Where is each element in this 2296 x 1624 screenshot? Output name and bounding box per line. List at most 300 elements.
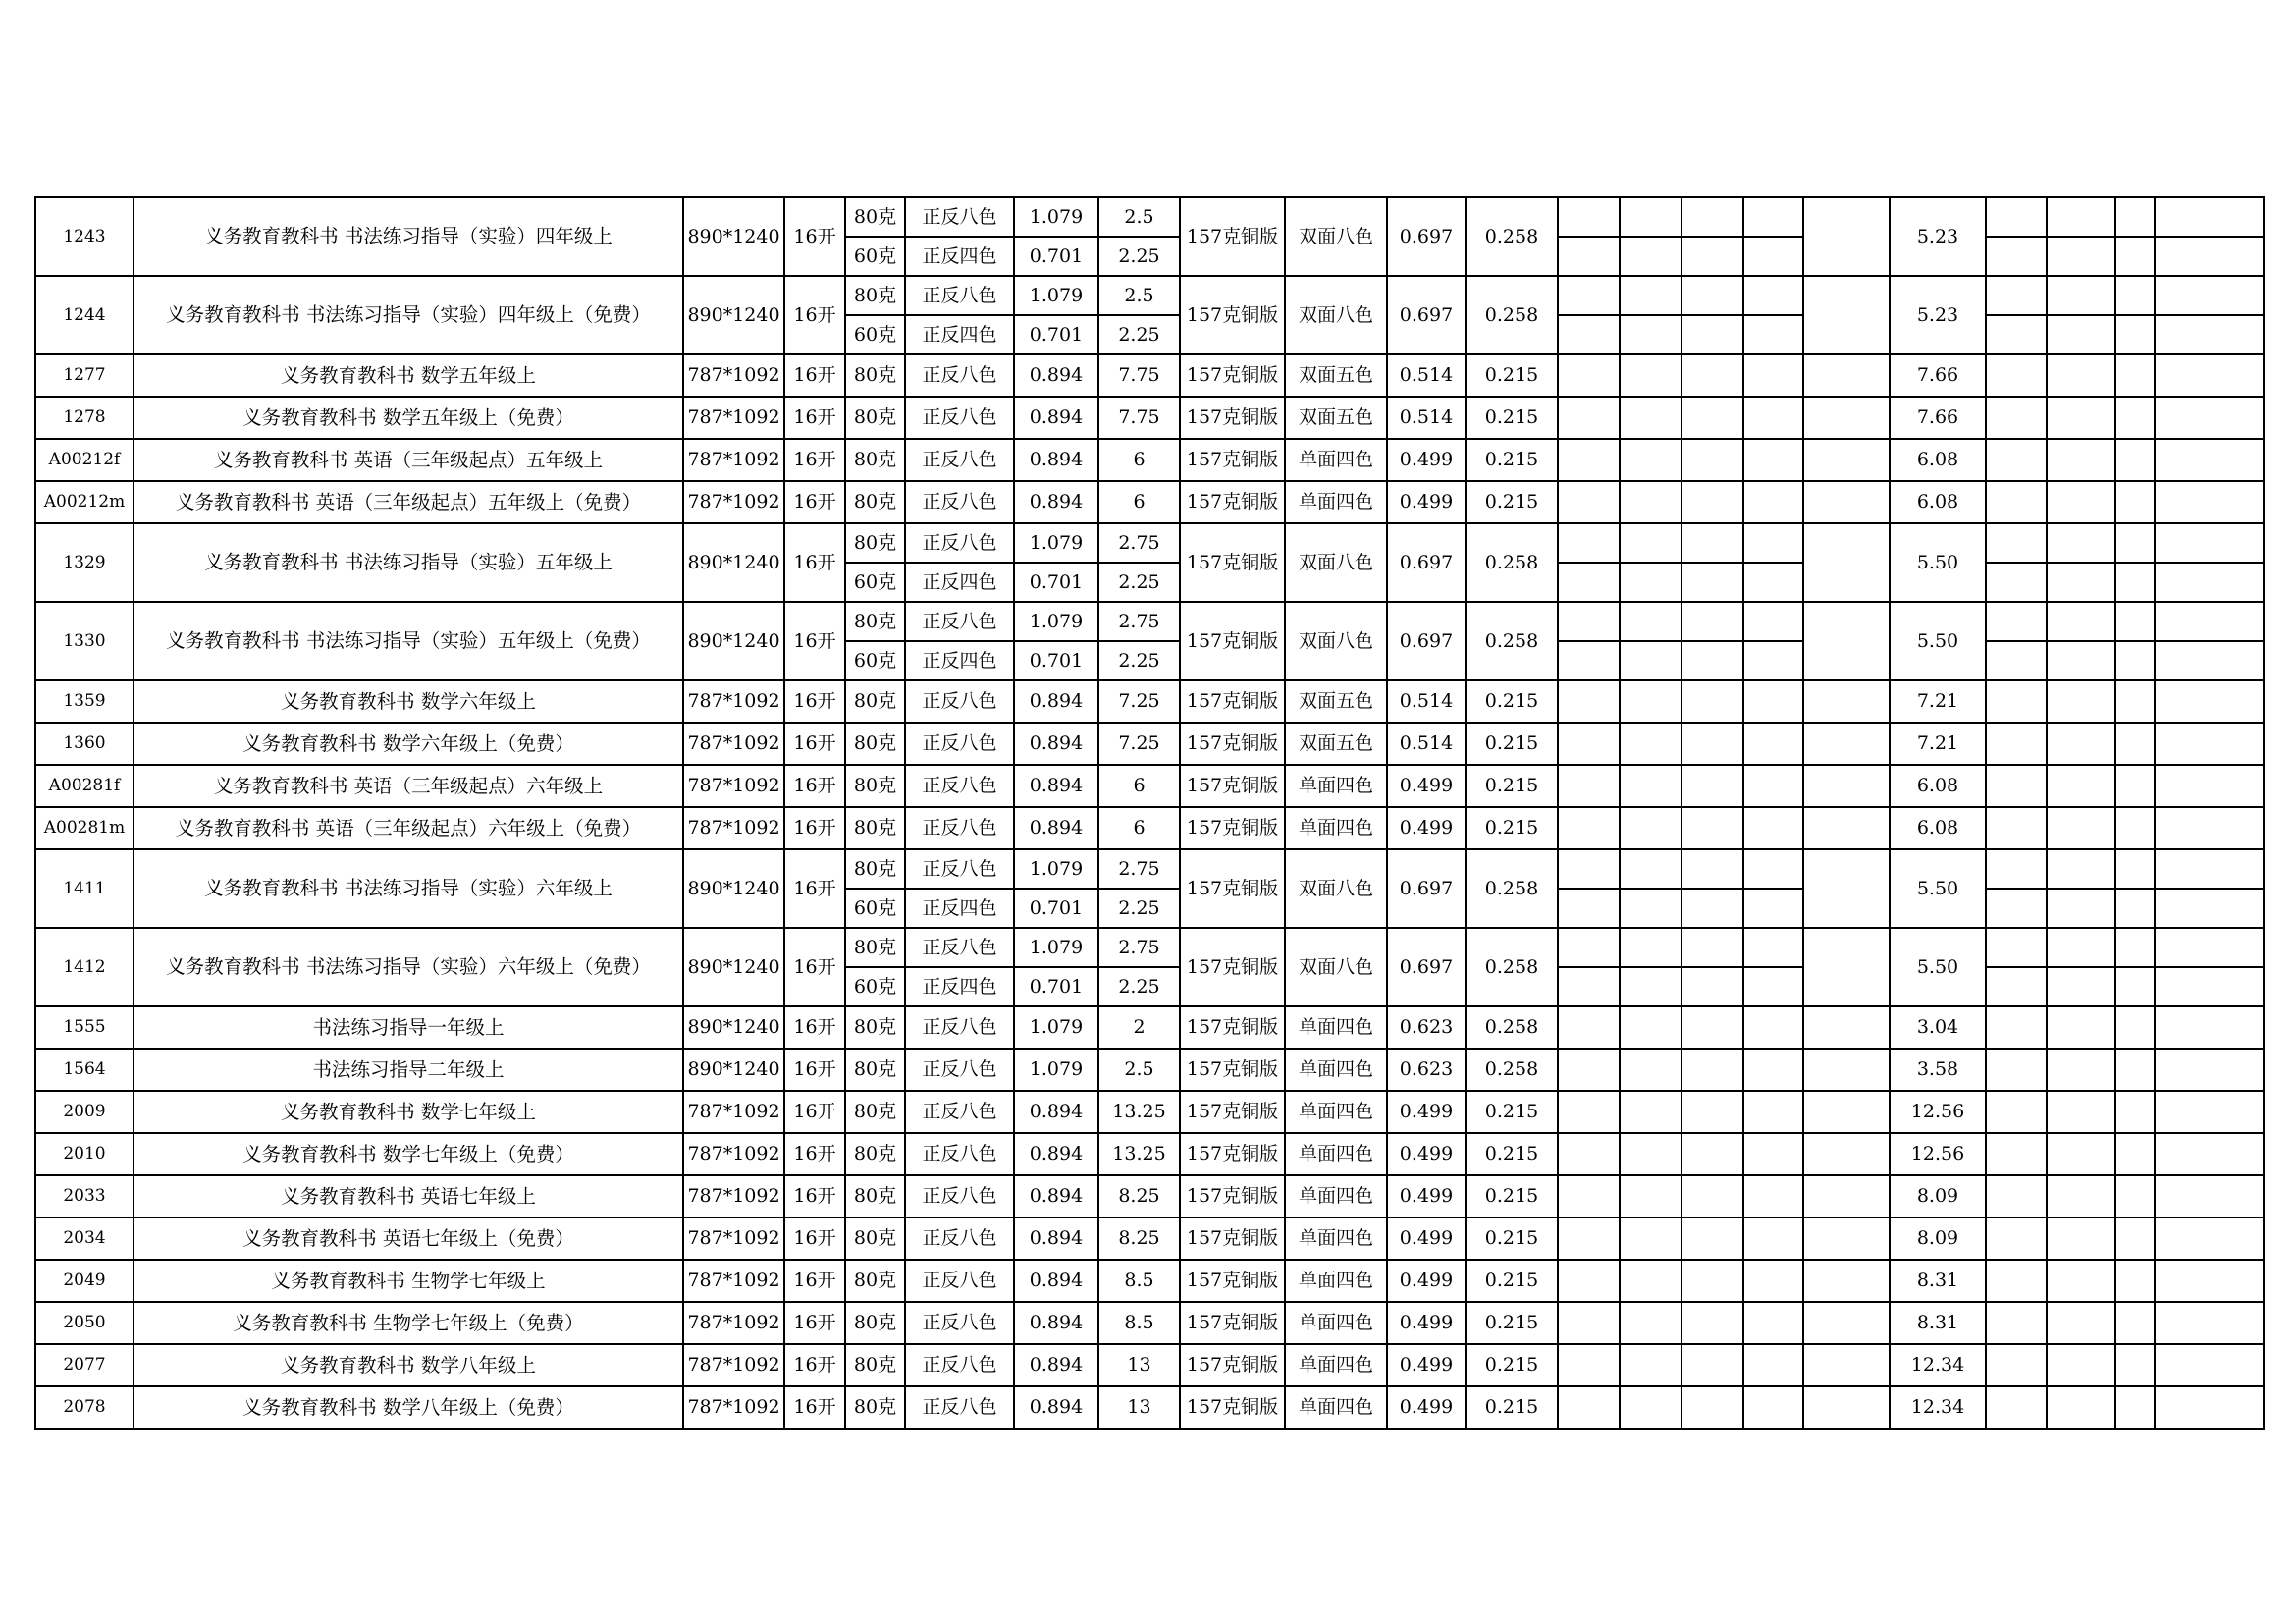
empty-cell	[2155, 1133, 2264, 1175]
text-paper-cell: 60克	[845, 237, 905, 276]
format-cell: 16开	[784, 849, 845, 928]
book-code-cell: 1243	[35, 197, 133, 276]
empty-cell	[1620, 354, 1682, 397]
text-unit-price-cell: 0.894	[1014, 1218, 1098, 1260]
empty-cell	[2155, 807, 2264, 849]
cover-color-cell: 单面四色	[1285, 1133, 1387, 1175]
cover-paper-cell: 157克铜版	[1180, 354, 1285, 397]
book-title-cell: 义务教育教科书 书法练习指导（实验）五年级上	[133, 523, 683, 602]
text-color-cell: 正反八色	[905, 197, 1014, 237]
cover-color-cell: 双面八色	[1285, 849, 1387, 928]
empty-cell	[1620, 967, 1682, 1006]
empty-cell	[1620, 397, 1682, 439]
total-price-cell: 7.66	[1890, 354, 1986, 397]
table-row	[35, 680, 2264, 723]
text-sheets-cell: 13	[1098, 1386, 1180, 1429]
text-paper-cell: 80克	[845, 397, 905, 439]
empty-cell	[2115, 1260, 2155, 1302]
empty-cell	[1743, 397, 1803, 439]
empty-cell	[1558, 889, 1620, 928]
paper-size-cell: 787*1092	[683, 1302, 784, 1344]
text-sheets-cell: 13.25	[1098, 1133, 1180, 1175]
empty-cell	[2047, 197, 2115, 237]
empty-cell	[2047, 315, 2115, 354]
text-sheets-cell: 2.75	[1098, 849, 1180, 889]
empty-cell	[2047, 1260, 2115, 1302]
cover-fee-cell: 0.215	[1466, 765, 1558, 807]
cover-fee-cell: 0.258	[1466, 1006, 1558, 1049]
text-color-cell: 正反四色	[905, 967, 1014, 1006]
empty-cell	[1803, 807, 1890, 849]
empty-cell	[1682, 928, 1743, 967]
paper-size-cell: 890*1240	[683, 1006, 784, 1049]
total-price-cell: 7.66	[1890, 397, 1986, 439]
cover-price-cell: 0.499	[1387, 439, 1466, 481]
empty-cell	[1558, 1218, 1620, 1260]
empty-cell	[1986, 197, 2047, 237]
empty-cell	[1986, 1218, 2047, 1260]
empty-cell	[1558, 807, 1620, 849]
text-sheets-cell: 8.25	[1098, 1175, 1180, 1218]
empty-cell	[1803, 1344, 1890, 1386]
empty-cell	[1743, 1302, 1803, 1344]
empty-cell	[2155, 889, 2264, 928]
empty-cell	[1743, 807, 1803, 849]
text-color-cell: 正反八色	[905, 1302, 1014, 1344]
empty-cell	[2047, 563, 2115, 602]
empty-cell	[1558, 523, 1620, 563]
empty-cell	[2115, 397, 2155, 439]
empty-cell	[1558, 276, 1620, 315]
book-title-cell: 义务教育教科书 数学八年级上	[133, 1344, 683, 1386]
text-paper-cell: 80克	[845, 928, 905, 967]
book-title-cell: 义务教育教科书 数学七年级上（免费）	[133, 1133, 683, 1175]
empty-cell	[1620, 849, 1682, 889]
empty-cell	[2115, 315, 2155, 354]
empty-cell	[2155, 276, 2264, 315]
format-cell: 16开	[784, 928, 845, 1006]
empty-cell	[1558, 849, 1620, 889]
cover-color-cell: 单面四色	[1285, 1344, 1387, 1386]
empty-cell	[2115, 1344, 2155, 1386]
text-paper-cell: 80克	[845, 354, 905, 397]
cover-color-cell: 单面四色	[1285, 807, 1387, 849]
text-color-cell: 正反八色	[905, 523, 1014, 563]
text-unit-price-cell: 0.894	[1014, 1133, 1098, 1175]
empty-cell	[1986, 354, 2047, 397]
empty-cell	[1803, 1302, 1890, 1344]
empty-cell	[2155, 1049, 2264, 1091]
total-price-cell: 6.08	[1890, 765, 1986, 807]
text-unit-price-cell: 0.894	[1014, 807, 1098, 849]
empty-cell	[2047, 1302, 2115, 1344]
empty-cell	[2155, 1386, 2264, 1429]
empty-cell	[1682, 354, 1743, 397]
cover-paper-cell: 157克铜版	[1180, 1049, 1285, 1091]
text-unit-price-cell: 0.894	[1014, 765, 1098, 807]
empty-cell	[1743, 765, 1803, 807]
cover-price-cell: 0.514	[1387, 354, 1466, 397]
empty-cell	[1986, 602, 2047, 641]
cover-paper-cell: 157克铜版	[1180, 1218, 1285, 1260]
text-unit-price-cell: 1.079	[1014, 849, 1098, 889]
empty-cell	[2155, 354, 2264, 397]
empty-cell	[2047, 1006, 2115, 1049]
total-price-cell: 5.23	[1890, 197, 1986, 276]
text-unit-price-cell: 0.894	[1014, 439, 1098, 481]
text-paper-cell: 80克	[845, 1344, 905, 1386]
total-price-cell: 12.56	[1890, 1133, 1986, 1175]
format-cell: 16开	[784, 1218, 845, 1260]
empty-cell	[2047, 1133, 2115, 1175]
empty-cell	[2115, 602, 2155, 641]
empty-cell	[1682, 1260, 1743, 1302]
text-unit-price-cell: 0.701	[1014, 315, 1098, 354]
book-title-cell: 义务教育教科书 生物学七年级上	[133, 1260, 683, 1302]
cover-paper-cell: 157克铜版	[1180, 928, 1285, 1006]
empty-cell	[1682, 723, 1743, 765]
empty-cell	[2155, 641, 2264, 680]
empty-cell	[1620, 276, 1682, 315]
empty-cell	[2115, 439, 2155, 481]
cover-fee-cell: 0.258	[1466, 276, 1558, 354]
empty-cell	[1558, 928, 1620, 967]
empty-cell	[1620, 889, 1682, 928]
cover-price-cell: 0.697	[1387, 523, 1466, 602]
format-cell: 16开	[784, 1006, 845, 1049]
text-paper-cell: 60克	[845, 967, 905, 1006]
empty-cell	[2155, 723, 2264, 765]
empty-cell	[1743, 481, 1803, 523]
paper-size-cell: 787*1092	[683, 439, 784, 481]
table-row	[35, 602, 2264, 641]
cover-fee-cell: 0.215	[1466, 1133, 1558, 1175]
text-sheets-cell: 2.75	[1098, 602, 1180, 641]
text-color-cell: 正反八色	[905, 1386, 1014, 1429]
empty-cell	[1803, 1091, 1890, 1133]
empty-cell	[2115, 849, 2155, 889]
book-code-cell: 1330	[35, 602, 133, 680]
empty-cell	[1986, 1302, 2047, 1344]
empty-cell	[1743, 680, 1803, 723]
empty-cell	[1743, 439, 1803, 481]
cover-price-cell: 0.499	[1387, 765, 1466, 807]
text-unit-price-cell: 0.894	[1014, 1386, 1098, 1429]
empty-cell	[1803, 765, 1890, 807]
empty-cell	[1620, 315, 1682, 354]
text-paper-cell: 60克	[845, 315, 905, 354]
empty-cell	[2047, 237, 2115, 276]
empty-cell	[2155, 849, 2264, 889]
table-row	[35, 928, 2264, 967]
total-price-cell: 12.34	[1890, 1386, 1986, 1429]
cover-fee-cell: 0.215	[1466, 354, 1558, 397]
cover-fee-cell: 0.258	[1466, 523, 1558, 602]
text-paper-cell: 80克	[845, 1049, 905, 1091]
empty-cell	[1558, 197, 1620, 237]
empty-cell	[1558, 1344, 1620, 1386]
text-unit-price-cell: 0.894	[1014, 1302, 1098, 1344]
format-cell: 16开	[784, 680, 845, 723]
empty-cell	[2155, 928, 2264, 967]
cover-color-cell: 单面四色	[1285, 1049, 1387, 1091]
empty-cell	[2115, 1133, 2155, 1175]
text-color-cell: 正反八色	[905, 765, 1014, 807]
text-paper-cell: 80克	[845, 1006, 905, 1049]
text-sheets-cell: 2.5	[1098, 1049, 1180, 1091]
empty-cell	[1682, 1302, 1743, 1344]
cover-fee-cell: 0.258	[1466, 928, 1558, 1006]
cover-fee-cell: 0.215	[1466, 1218, 1558, 1260]
cover-color-cell: 单面四色	[1285, 1091, 1387, 1133]
empty-cell	[1743, 928, 1803, 967]
text-paper-cell: 80克	[845, 1175, 905, 1218]
text-paper-cell: 80克	[845, 1218, 905, 1260]
total-price-cell: 12.56	[1890, 1091, 1986, 1133]
empty-cell	[1803, 1218, 1890, 1260]
text-sheets-cell: 13	[1098, 1344, 1180, 1386]
book-title-cell: 义务教育教科书 数学五年级上（免费）	[133, 397, 683, 439]
table-row	[35, 481, 2264, 523]
empty-cell	[2115, 765, 2155, 807]
text-unit-price-cell: 0.701	[1014, 889, 1098, 928]
text-color-cell: 正反四色	[905, 237, 1014, 276]
text-sheets-cell: 7.25	[1098, 680, 1180, 723]
table-row	[35, 1260, 2264, 1302]
cover-price-cell: 0.697	[1387, 276, 1466, 354]
text-unit-price-cell: 0.701	[1014, 641, 1098, 680]
empty-cell	[2115, 1091, 2155, 1133]
book-code-cell: 2034	[35, 1218, 133, 1260]
empty-cell	[1803, 723, 1890, 765]
empty-cell	[2115, 237, 2155, 276]
empty-cell	[1558, 1091, 1620, 1133]
empty-cell	[1743, 641, 1803, 680]
empty-cell	[2047, 889, 2115, 928]
text-unit-price-cell: 0.894	[1014, 1344, 1098, 1386]
text-color-cell: 正反八色	[905, 1091, 1014, 1133]
format-cell: 16开	[784, 1386, 845, 1429]
empty-cell	[1620, 481, 1682, 523]
empty-cell	[2115, 967, 2155, 1006]
book-code-cell: 1411	[35, 849, 133, 928]
book-code-cell: 2077	[35, 1344, 133, 1386]
empty-cell	[2115, 723, 2155, 765]
empty-cell	[1682, 197, 1743, 237]
text-color-cell: 正反四色	[905, 315, 1014, 354]
book-title-cell: 义务教育教科书 英语（三年级起点）五年级上	[133, 439, 683, 481]
empty-cell	[1620, 928, 1682, 967]
empty-cell	[1558, 315, 1620, 354]
empty-cell	[2047, 602, 2115, 641]
empty-cell	[2047, 276, 2115, 315]
empty-cell	[2115, 1049, 2155, 1091]
empty-cell	[2047, 765, 2115, 807]
paper-size-cell: 890*1240	[683, 1049, 784, 1091]
text-sheets-cell: 2.25	[1098, 563, 1180, 602]
empty-cell	[2155, 237, 2264, 276]
empty-cell	[1558, 723, 1620, 765]
empty-cell	[2115, 523, 2155, 563]
cover-fee-cell: 0.215	[1466, 397, 1558, 439]
cover-color-cell: 单面四色	[1285, 1260, 1387, 1302]
book-title-cell: 义务教育教科书 英语（三年级起点）六年级上（免费）	[133, 807, 683, 849]
text-color-cell: 正反八色	[905, 1133, 1014, 1175]
table-row	[35, 354, 2264, 397]
table-row	[35, 807, 2264, 849]
empty-cell	[2115, 928, 2155, 967]
empty-cell	[1620, 1218, 1682, 1260]
price-table	[34, 196, 2265, 1430]
empty-cell	[1620, 1175, 1682, 1218]
book-code-cell: A00281f	[35, 765, 133, 807]
cover-fee-cell: 0.215	[1466, 1260, 1558, 1302]
empty-cell	[1682, 523, 1743, 563]
paper-size-cell: 787*1092	[683, 723, 784, 765]
empty-cell	[1803, 1386, 1890, 1429]
table-row	[35, 1006, 2264, 1049]
empty-cell	[1986, 481, 2047, 523]
text-sheets-cell: 7.75	[1098, 397, 1180, 439]
book-title-cell: 义务教育教科书 英语七年级上（免费）	[133, 1218, 683, 1260]
cover-color-cell: 单面四色	[1285, 1218, 1387, 1260]
empty-cell	[1986, 523, 2047, 563]
empty-cell	[2047, 928, 2115, 967]
total-price-cell: 8.31	[1890, 1260, 1986, 1302]
format-cell: 16开	[784, 397, 845, 439]
empty-cell	[1803, 197, 1890, 276]
table-row	[35, 1344, 2264, 1386]
cover-fee-cell: 0.258	[1466, 197, 1558, 276]
empty-cell	[1803, 354, 1890, 397]
text-unit-price-cell: 0.701	[1014, 563, 1098, 602]
empty-cell	[1558, 1302, 1620, 1344]
cover-fee-cell: 0.215	[1466, 481, 1558, 523]
cover-price-cell: 0.697	[1387, 602, 1466, 680]
empty-cell	[1986, 1091, 2047, 1133]
text-sheets-cell: 2.5	[1098, 276, 1180, 315]
book-title-cell: 义务教育教科书 书法练习指导（实验）六年级上（免费）	[133, 928, 683, 1006]
empty-cell	[1558, 765, 1620, 807]
empty-cell	[1620, 197, 1682, 237]
cover-paper-cell: 157克铜版	[1180, 680, 1285, 723]
empty-cell	[1743, 602, 1803, 641]
text-sheets-cell: 2.25	[1098, 315, 1180, 354]
text-color-cell: 正反八色	[905, 807, 1014, 849]
cover-price-cell: 0.499	[1387, 1260, 1466, 1302]
empty-cell	[1620, 1049, 1682, 1091]
text-sheets-cell: 2.25	[1098, 237, 1180, 276]
text-unit-price-cell: 0.894	[1014, 481, 1098, 523]
empty-cell	[1558, 680, 1620, 723]
cover-price-cell: 0.499	[1387, 1218, 1466, 1260]
empty-cell	[2047, 397, 2115, 439]
empty-cell	[1743, 849, 1803, 889]
book-code-cell: 2033	[35, 1175, 133, 1218]
empty-cell	[2155, 1006, 2264, 1049]
text-paper-cell: 80克	[845, 849, 905, 889]
total-price-cell: 8.09	[1890, 1218, 1986, 1260]
empty-cell	[1986, 967, 2047, 1006]
empty-cell	[2155, 1260, 2264, 1302]
empty-cell	[1803, 849, 1890, 928]
paper-size-cell: 787*1092	[683, 1344, 784, 1386]
total-price-cell: 6.08	[1890, 481, 1986, 523]
text-paper-cell: 80克	[845, 1133, 905, 1175]
empty-cell	[1682, 1006, 1743, 1049]
cover-price-cell: 0.623	[1387, 1049, 1466, 1091]
text-sheets-cell: 2.25	[1098, 641, 1180, 680]
empty-cell	[1558, 397, 1620, 439]
empty-cell	[1682, 563, 1743, 602]
empty-cell	[2115, 354, 2155, 397]
text-color-cell: 正反八色	[905, 680, 1014, 723]
empty-cell	[1743, 563, 1803, 602]
empty-cell	[2115, 889, 2155, 928]
text-color-cell: 正反八色	[905, 481, 1014, 523]
empty-cell	[2047, 1091, 2115, 1133]
empty-cell	[2047, 967, 2115, 1006]
empty-cell	[1620, 563, 1682, 602]
cover-color-cell: 双面八色	[1285, 928, 1387, 1006]
empty-cell	[1803, 397, 1890, 439]
paper-size-cell: 787*1092	[683, 1091, 784, 1133]
empty-cell	[2115, 1386, 2155, 1429]
empty-cell	[1682, 1133, 1743, 1175]
empty-cell	[1986, 1006, 2047, 1049]
book-title-cell: 义务教育教科书 书法练习指导（实验）六年级上	[133, 849, 683, 928]
table-row	[35, 849, 2264, 889]
text-paper-cell: 80克	[845, 481, 905, 523]
text-color-cell: 正反四色	[905, 563, 1014, 602]
empty-cell	[2155, 765, 2264, 807]
cover-color-cell: 双面八色	[1285, 197, 1387, 276]
table-row	[35, 439, 2264, 481]
text-paper-cell: 60克	[845, 563, 905, 602]
cover-price-cell: 0.514	[1387, 680, 1466, 723]
empty-cell	[1986, 1344, 2047, 1386]
text-color-cell: 正反八色	[905, 1218, 1014, 1260]
total-price-cell: 5.50	[1890, 849, 1986, 928]
empty-cell	[1986, 1049, 2047, 1091]
empty-cell	[1682, 1175, 1743, 1218]
paper-size-cell: 890*1240	[683, 197, 784, 276]
text-sheets-cell: 6	[1098, 765, 1180, 807]
cover-paper-cell: 157克铜版	[1180, 1260, 1285, 1302]
empty-cell	[1558, 1049, 1620, 1091]
text-sheets-cell: 7.75	[1098, 354, 1180, 397]
text-paper-cell: 80克	[845, 1260, 905, 1302]
format-cell: 16开	[784, 1091, 845, 1133]
text-sheets-cell: 8.25	[1098, 1218, 1180, 1260]
text-paper-cell: 80克	[845, 276, 905, 315]
book-code-cell: 1564	[35, 1049, 133, 1091]
empty-cell	[2155, 563, 2264, 602]
cover-color-cell: 单面四色	[1285, 1006, 1387, 1049]
book-title-cell: 义务教育教科书 数学五年级上	[133, 354, 683, 397]
empty-cell	[1803, 1133, 1890, 1175]
table-row	[35, 1175, 2264, 1218]
empty-cell	[1986, 1386, 2047, 1429]
empty-cell	[1682, 1344, 1743, 1386]
text-sheets-cell: 2.25	[1098, 889, 1180, 928]
text-color-cell: 正反八色	[905, 439, 1014, 481]
text-sheets-cell: 6	[1098, 807, 1180, 849]
cover-fee-cell: 0.215	[1466, 1175, 1558, 1218]
empty-cell	[1743, 1049, 1803, 1091]
text-paper-cell: 80克	[845, 1091, 905, 1133]
empty-cell	[1620, 1302, 1682, 1344]
